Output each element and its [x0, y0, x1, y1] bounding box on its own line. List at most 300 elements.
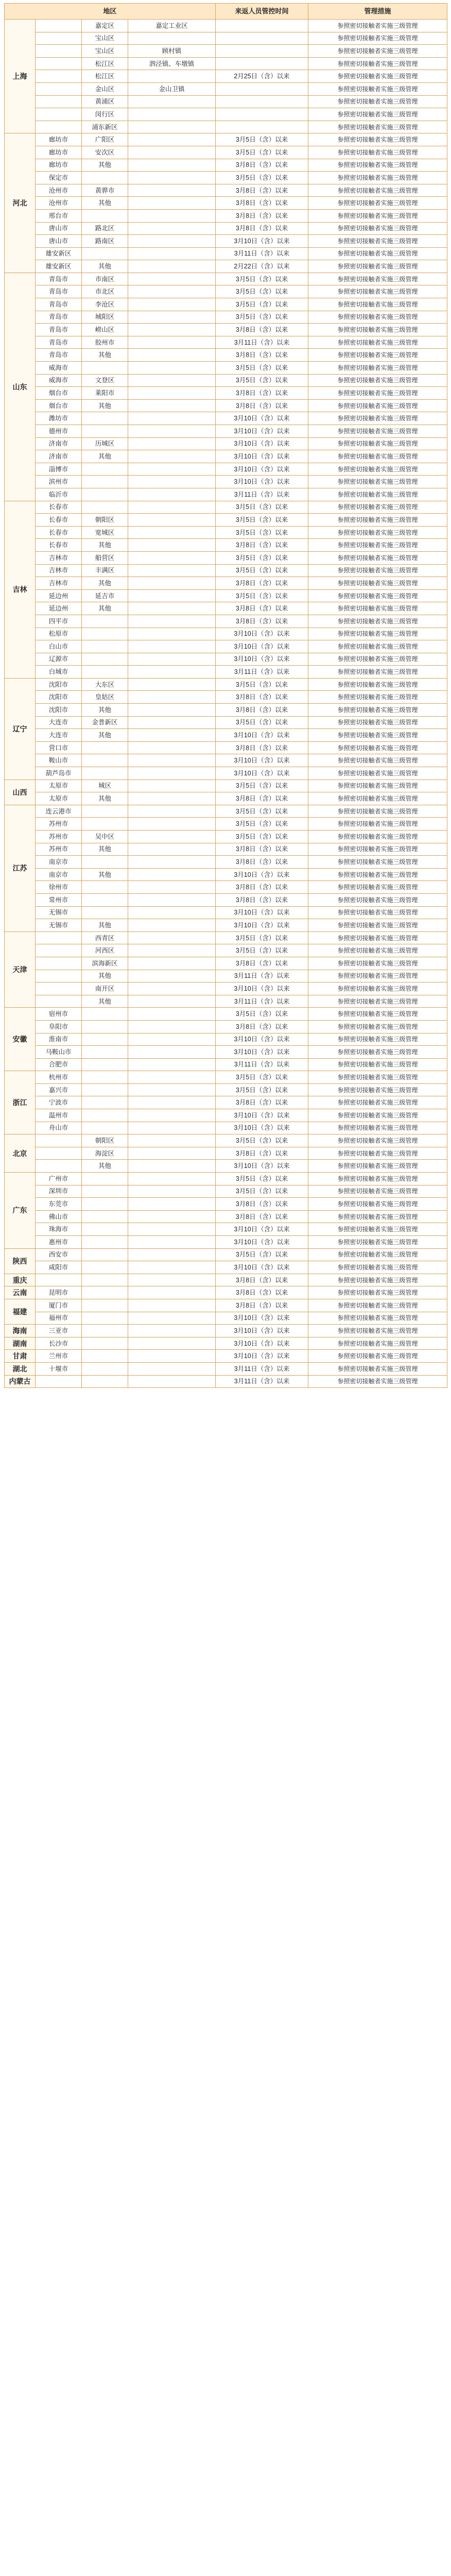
- district-cell: [82, 767, 128, 780]
- measure-cell: 参照密切接触者实施三级管理: [308, 387, 447, 400]
- district-cell: 黄骅市: [82, 184, 128, 197]
- table-row: [5, 1350, 447, 1363]
- town-cell: [128, 691, 216, 704]
- district-cell: [82, 754, 128, 767]
- date-cell: 3月5日（含）以来: [216, 678, 308, 691]
- district-cell: [82, 1046, 128, 1059]
- table-row: [5, 336, 447, 349]
- district-cell: 其他: [82, 1160, 128, 1173]
- town-cell: [128, 501, 216, 514]
- town-cell: [128, 666, 216, 679]
- town-cell: [128, 260, 216, 273]
- table-row: [5, 893, 447, 906]
- district-cell: [82, 1071, 128, 1084]
- table-row: [5, 931, 447, 944]
- town-cell: 金山卫镇: [128, 82, 216, 95]
- district-cell: 吴中区: [82, 831, 128, 843]
- town-cell: [128, 995, 216, 1008]
- city-cell: 沈阳市: [36, 678, 82, 691]
- province-cell: 广东: [5, 1173, 36, 1249]
- measure-cell: 参照密切接触者实施三级管理: [308, 324, 447, 336]
- table-row: [5, 767, 447, 780]
- table-row: [5, 95, 447, 108]
- district-cell: 朝阳区: [82, 514, 128, 527]
- table-row: [5, 678, 447, 691]
- table-row: [5, 628, 447, 640]
- town-cell: [128, 399, 216, 412]
- district-cell: 闵行区: [82, 108, 128, 121]
- date-cell: 3月10日（含）以来: [216, 906, 308, 919]
- table-row: [5, 602, 447, 615]
- measure-cell: 参照密切接触者实施三级管理: [308, 399, 447, 412]
- town-cell: [128, 1223, 216, 1236]
- table-row: [5, 881, 447, 894]
- town-cell: [128, 159, 216, 172]
- city-cell: 太原市: [36, 779, 82, 792]
- city-cell: 宁波市: [36, 1096, 82, 1109]
- date-cell: 3月8日（含）以来: [216, 387, 308, 400]
- table-row: [5, 754, 447, 767]
- town-cell: [128, 881, 216, 894]
- district-cell: [82, 1236, 128, 1249]
- city-cell: [36, 95, 82, 108]
- date-cell: 3月10日（含）以来: [216, 1350, 308, 1363]
- header-measure: 管理措施: [308, 4, 447, 20]
- town-cell: [128, 526, 216, 539]
- measure-cell: 参照密切接触者实施三级管理: [308, 779, 447, 792]
- city-cell: 四平市: [36, 615, 82, 628]
- table-row: [5, 741, 447, 754]
- town-cell: [128, 476, 216, 488]
- date-cell: 3月10日（含）以来: [216, 767, 308, 780]
- date-cell: 3月8日（含）以来: [216, 209, 308, 222]
- date-cell: 3月10日（含）以来: [216, 1325, 308, 1337]
- measure-cell: 参照密切接触者实施三级管理: [308, 818, 447, 831]
- district-cell: 其他: [82, 159, 128, 172]
- district-cell: [82, 1198, 128, 1211]
- measure-cell: 参照密切接触者实施三级管理: [308, 70, 447, 83]
- city-cell: 延边州: [36, 589, 82, 602]
- district-cell: [82, 476, 128, 488]
- table-row: [5, 792, 447, 805]
- measure-cell: 参照密切接触者实施三级管理: [308, 146, 447, 159]
- town-cell: [128, 437, 216, 450]
- district-cell: 丰满区: [82, 564, 128, 577]
- city-cell: 三亚市: [36, 1325, 82, 1337]
- table-row: [5, 311, 447, 324]
- table-row: [5, 1122, 447, 1134]
- date-cell: 3月8日（含）以来: [216, 399, 308, 412]
- date-cell: 3月5日（含）以来: [216, 172, 308, 184]
- province-cell: 浙江: [5, 1071, 36, 1134]
- table-row: [5, 209, 447, 222]
- table-row: [5, 640, 447, 653]
- date-cell: 2月25日（含）以来: [216, 70, 308, 83]
- table-body: [5, 20, 447, 1388]
- town-cell: [128, 1185, 216, 1198]
- table-row: [5, 1109, 447, 1122]
- district-cell: [82, 1008, 128, 1021]
- district-cell: [82, 1337, 128, 1350]
- city-cell: 廊坊市: [36, 159, 82, 172]
- town-cell: [128, 551, 216, 564]
- city-cell: 临沂市: [36, 488, 82, 501]
- table-row: [5, 589, 447, 602]
- table-row: [5, 906, 447, 919]
- measure-cell: 参照密切接触者实施三级管理: [308, 1274, 447, 1286]
- city-cell: 咸阳市: [36, 1261, 82, 1274]
- district-cell: 历城区: [82, 437, 128, 450]
- district-cell: 路南区: [82, 235, 128, 248]
- city-cell: 青岛市: [36, 349, 82, 362]
- town-cell: [128, 893, 216, 906]
- table-row: [5, 1299, 447, 1312]
- city-cell: 吉林市: [36, 564, 82, 577]
- measure-cell: 参照密切接触者实施三级管理: [308, 362, 447, 375]
- table-row: [5, 691, 447, 704]
- measure-cell: 参照密切接触者实施三级管理: [308, 1299, 447, 1312]
- date-cell: [216, 95, 308, 108]
- measure-cell: 参照密切接触者实施三级管理: [308, 1083, 447, 1096]
- table-row: [5, 82, 447, 95]
- city-cell: 济南市: [36, 437, 82, 450]
- district-cell: 松江区: [82, 57, 128, 70]
- town-cell: [128, 1299, 216, 1312]
- city-cell: [36, 121, 82, 133]
- city-cell: [36, 57, 82, 70]
- city-cell: 太原市: [36, 792, 82, 805]
- city-cell: 十堰市: [36, 1362, 82, 1375]
- table-row: [5, 716, 447, 729]
- date-cell: 3月8日（含）以来: [216, 1096, 308, 1109]
- city-cell: 烟台市: [36, 399, 82, 412]
- measure-cell: 参照密切接触者实施三级管理: [308, 653, 447, 666]
- date-cell: 3月10日（含）以来: [216, 1223, 308, 1236]
- date-cell: 3月5日（含）以来: [216, 1134, 308, 1147]
- city-cell: 阜阳市: [36, 1020, 82, 1033]
- city-cell: [36, 1160, 82, 1173]
- district-cell: 海淀区: [82, 1147, 128, 1160]
- date-cell: [216, 57, 308, 70]
- measure-cell: 参照密切接触者实施三级管理: [308, 906, 447, 919]
- measure-cell: 参照密切接触者实施三级管理: [308, 450, 447, 463]
- city-cell: 葫芦岛市: [36, 767, 82, 780]
- town-cell: [128, 716, 216, 729]
- measure-cell: 参照密切接触者实施三级管理: [308, 919, 447, 932]
- city-cell: 威海市: [36, 362, 82, 375]
- measure-cell: 参照密切接触者实施三级管理: [308, 1286, 447, 1299]
- table-row: [5, 285, 447, 298]
- city-cell: 西安市: [36, 1248, 82, 1261]
- table-row: [5, 1020, 447, 1033]
- measure-cell: 参照密切接触者实施三级管理: [308, 260, 447, 273]
- town-cell: [128, 741, 216, 754]
- header-region: 地区: [5, 4, 216, 20]
- city-cell: 潍坊市: [36, 412, 82, 425]
- table-row: [5, 146, 447, 159]
- district-cell: [82, 1033, 128, 1046]
- table-row: [5, 362, 447, 375]
- measure-cell: 参照密切接触者实施三级管理: [308, 349, 447, 362]
- district-cell: [82, 1223, 128, 1236]
- table-row: [5, 526, 447, 539]
- district-cell: 南开区: [82, 982, 128, 995]
- measure-cell: 参照密切接触者实施三级管理: [308, 1109, 447, 1122]
- measure-cell: 参照密切接触者实施三级管理: [308, 678, 447, 691]
- district-cell: 李沧区: [82, 298, 128, 311]
- district-cell: 广阳区: [82, 133, 128, 146]
- date-cell: 3月5日（含）以来: [216, 564, 308, 577]
- town-cell: [128, 944, 216, 957]
- town-cell: [128, 729, 216, 742]
- town-cell: [128, 222, 216, 235]
- town-cell: [128, 121, 216, 133]
- date-cell: 3月10日（含）以来: [216, 729, 308, 742]
- city-cell: [36, 1147, 82, 1160]
- measure-cell: 参照密切接触者实施三级管理: [308, 1198, 447, 1211]
- measure-cell: 参照密切接触者实施三级管理: [308, 1008, 447, 1021]
- city-cell: 珠海市: [36, 1223, 82, 1236]
- city-cell: 舟山市: [36, 1122, 82, 1134]
- measure-cell: 参照密切接触者实施三级管理: [308, 121, 447, 133]
- town-cell: [128, 133, 216, 146]
- province-cell: 吉林: [5, 501, 36, 678]
- date-cell: 3月10日（含）以来: [216, 1122, 308, 1134]
- city-cell: 昆明市: [36, 1286, 82, 1299]
- measure-cell: 参照密切接触者实施三级管理: [308, 1337, 447, 1350]
- town-cell: [128, 285, 216, 298]
- measure-cell: 参照密切接触者实施三级管理: [308, 184, 447, 197]
- date-cell: 3月5日（含）以来: [216, 1185, 308, 1198]
- measure-cell: 参照密切接触者实施三级管理: [308, 564, 447, 577]
- date-cell: 3月10日（含）以来: [216, 919, 308, 932]
- district-cell: 河西区: [82, 944, 128, 957]
- date-cell: 3月5日（含）以来: [216, 273, 308, 285]
- district-cell: 其他: [82, 868, 128, 881]
- table-row: [5, 1236, 447, 1249]
- district-cell: [82, 893, 128, 906]
- date-cell: 3月8日（含）以来: [216, 957, 308, 970]
- table-row: [5, 957, 447, 970]
- measure-cell: 参照密切接触者实施三级管理: [308, 1362, 447, 1375]
- measure-cell: 参照密切接触者实施三级管理: [308, 222, 447, 235]
- date-cell: 3月5日（含）以来: [216, 1083, 308, 1096]
- table-row: [5, 1046, 447, 1059]
- table-row: [5, 32, 447, 45]
- control-schedule-table: [4, 3, 447, 1388]
- date-cell: 3月10日（含）以来: [216, 437, 308, 450]
- date-cell: 3月11日（含）以来: [216, 1375, 308, 1388]
- district-cell: [82, 818, 128, 831]
- header-date: 来返人员管控时间: [216, 4, 308, 20]
- town-cell: [128, 653, 216, 666]
- measure-cell: 参照密切接触者实施三级管理: [308, 298, 447, 311]
- date-cell: 3月8日（含）以来: [216, 1210, 308, 1223]
- district-cell: 城阳区: [82, 311, 128, 324]
- table-row: [5, 197, 447, 210]
- district-cell: [82, 1261, 128, 1274]
- date-cell: 3月5日（含）以来: [216, 298, 308, 311]
- district-cell: 黄浦区: [82, 95, 128, 108]
- measure-cell: 参照密切接触者实施三级管理: [308, 792, 447, 805]
- measure-cell: 参照密切接触者实施三级管理: [308, 1147, 447, 1160]
- measure-cell: 参照密切接触者实施三级管理: [308, 526, 447, 539]
- town-cell: [128, 362, 216, 375]
- province-cell: 内蒙古: [5, 1375, 36, 1388]
- city-cell: [36, 995, 82, 1008]
- city-cell: 邢台市: [36, 209, 82, 222]
- district-cell: [82, 1096, 128, 1109]
- date-cell: 3月10日（含）以来: [216, 653, 308, 666]
- district-cell: 嘉定区: [82, 20, 128, 32]
- measure-cell: 参照密切接触者实施三级管理: [308, 1210, 447, 1223]
- table-row: [5, 1312, 447, 1325]
- town-cell: [128, 577, 216, 590]
- city-cell: 沈阳市: [36, 704, 82, 717]
- city-cell: 青岛市: [36, 311, 82, 324]
- table-row: [5, 476, 447, 488]
- town-cell: [128, 931, 216, 944]
- date-cell: 3月10日（含）以来: [216, 1337, 308, 1350]
- city-cell: 雄安新区: [36, 260, 82, 273]
- measure-cell: 参照密切接触者实施三级管理: [308, 209, 447, 222]
- date-cell: 3月11日（含）以来: [216, 488, 308, 501]
- city-cell: 东莞市: [36, 1198, 82, 1211]
- measure-cell: 参照密切接触者实施三级管理: [308, 982, 447, 995]
- date-cell: 3月10日（含）以来: [216, 754, 308, 767]
- city-cell: 青岛市: [36, 336, 82, 349]
- town-cell: [128, 324, 216, 336]
- date-cell: 3月11日（含）以来: [216, 247, 308, 260]
- table-row: [5, 412, 447, 425]
- table-row: [5, 1160, 447, 1173]
- table-row: [5, 1083, 447, 1096]
- town-cell: [128, 1312, 216, 1325]
- district-cell: 安次区: [82, 146, 128, 159]
- table-row: [5, 919, 447, 932]
- district-cell: [82, 1122, 128, 1134]
- city-cell: [36, 1375, 82, 1388]
- measure-cell: 参照密切接触者实施三级管理: [308, 488, 447, 501]
- date-cell: 3月5日（含）以来: [216, 589, 308, 602]
- town-cell: [128, 589, 216, 602]
- town-cell: [128, 1122, 216, 1134]
- table-row: [5, 450, 447, 463]
- town-cell: [128, 1020, 216, 1033]
- city-cell: 长春市: [36, 514, 82, 527]
- date-cell: 3月5日（含）以来: [216, 146, 308, 159]
- town-cell: 顾村镇: [128, 45, 216, 58]
- table-row: [5, 843, 447, 856]
- date-cell: 3月5日（含）以来: [216, 818, 308, 831]
- measure-cell: 参照密切接触者实施三级管理: [308, 843, 447, 856]
- town-cell: [128, 754, 216, 767]
- table-row: [5, 1210, 447, 1223]
- district-cell: [82, 501, 128, 514]
- measure-cell: 参照密切接触者实施三级管理: [308, 463, 447, 476]
- date-cell: 3月5日（含）以来: [216, 551, 308, 564]
- city-cell: 福州市: [36, 1312, 82, 1325]
- city-cell: 廊坊市: [36, 133, 82, 146]
- town-cell: [128, 1210, 216, 1223]
- city-cell: [36, 957, 82, 970]
- town-cell: [128, 779, 216, 792]
- city-cell: 吉林市: [36, 577, 82, 590]
- measure-cell: 参照密切接触者实施三级管理: [308, 893, 447, 906]
- city-cell: 马鞍山市: [36, 1046, 82, 1059]
- measure-cell: 参照密切接触者实施三级管理: [308, 589, 447, 602]
- city-cell: 嘉兴市: [36, 1083, 82, 1096]
- district-cell: 船营区: [82, 551, 128, 564]
- measure-cell: 参照密切接触者实施三级管理: [308, 615, 447, 628]
- date-cell: [216, 108, 308, 121]
- town-cell: [128, 146, 216, 159]
- table-row: [5, 349, 447, 362]
- province-cell: 湖北: [5, 1362, 36, 1375]
- date-cell: 3月8日（含）以来: [216, 691, 308, 704]
- table-row: [5, 539, 447, 552]
- date-cell: 3月8日（含）以来: [216, 792, 308, 805]
- town-cell: [128, 387, 216, 400]
- measure-cell: 参照密切接触者实施三级管理: [308, 640, 447, 653]
- table-row: [5, 615, 447, 628]
- town-cell: [128, 450, 216, 463]
- district-cell: [82, 628, 128, 640]
- date-cell: 3月5日（含）以来: [216, 362, 308, 375]
- table-row: [5, 133, 447, 146]
- city-cell: 德州市: [36, 425, 82, 438]
- city-cell: 苏州市: [36, 818, 82, 831]
- measure-cell: 参照密切接触者实施三级管理: [308, 551, 447, 564]
- town-cell: [128, 856, 216, 869]
- district-cell: [82, 615, 128, 628]
- city-cell: [36, 944, 82, 957]
- district-cell: [82, 1350, 128, 1363]
- measure-cell: 参照密切接触者实施三级管理: [308, 336, 447, 349]
- table-row: [5, 856, 447, 869]
- table-row: [5, 704, 447, 717]
- city-cell: [36, 982, 82, 995]
- date-cell: 3月8日（含）以来: [216, 1274, 308, 1286]
- district-cell: [82, 881, 128, 894]
- table-row: [5, 551, 447, 564]
- measure-cell: 参照密切接触者实施三级管理: [308, 501, 447, 514]
- town-cell: [128, 1248, 216, 1261]
- town-cell: [128, 197, 216, 210]
- town-cell: [128, 843, 216, 856]
- date-cell: 3月8日（含）以来: [216, 1286, 308, 1299]
- date-cell: 3月8日（含）以来: [216, 349, 308, 362]
- table-row: [5, 172, 447, 184]
- district-cell: [82, 247, 128, 260]
- date-cell: 3月8日（含）以来: [216, 1020, 308, 1033]
- date-cell: 3月8日（含）以来: [216, 881, 308, 894]
- date-cell: 3月11日（含）以来: [216, 666, 308, 679]
- date-cell: 3月5日（含）以来: [216, 779, 308, 792]
- table-row: [5, 70, 447, 83]
- measure-cell: 参照密切接触者实施三级管理: [308, 995, 447, 1008]
- measure-cell: 参照密切接触者实施三级管理: [308, 437, 447, 450]
- table-row: [5, 868, 447, 881]
- table-row: [5, 298, 447, 311]
- town-cell: [128, 70, 216, 83]
- table-row: [5, 1008, 447, 1021]
- province-cell: 河北: [5, 133, 36, 273]
- table-row: [5, 273, 447, 285]
- measure-cell: 参照密切接触者实施三级管理: [308, 767, 447, 780]
- town-cell: [128, 1337, 216, 1350]
- town-cell: [128, 982, 216, 995]
